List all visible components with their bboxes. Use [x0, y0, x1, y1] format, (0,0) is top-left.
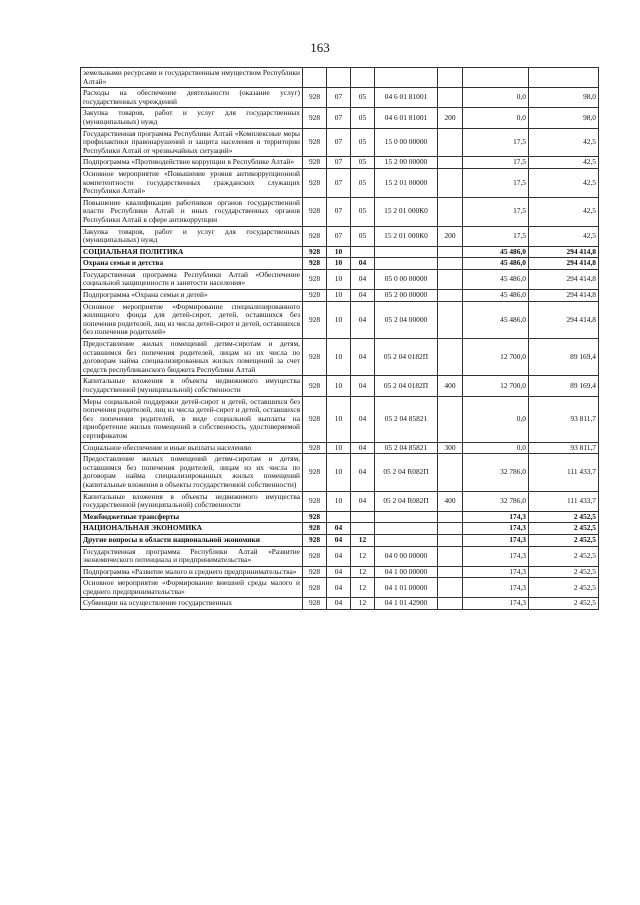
row-section-cell: 10: [327, 246, 351, 258]
row-amount-1-cell: 0,0: [463, 442, 529, 454]
row-target-article-cell: 15 2 01 00000: [375, 168, 438, 197]
row-target-article-cell: [375, 68, 438, 88]
row-expense-type-cell: [438, 157, 463, 169]
row-amount-2-cell: 42,5: [529, 157, 599, 169]
row-name-cell: СОЦИАЛЬНАЯ ПОЛИТИКА: [81, 246, 303, 258]
row-section-cell: 10: [327, 269, 351, 289]
row-name-cell: Субвенции на осуществление государственных: [81, 598, 303, 610]
row-name-cell: Предоставление жилых помещений детям-сиротам и детям, оставшимся без попечения родителей, лицам из их числа по договорам найма специализированных жилых помещений за счет средств республиканского бюджета Республики Алтай: [81, 339, 303, 376]
row-name-cell: Предоставление жилых помещений детям-сиротам и детям, оставшимся без попечения родителей, лицам из их числа по договорам найма специализированных жилых помещений (капитальные вложения в объекты государственной собственности): [81, 454, 303, 491]
row-amount-2-cell: 98,0: [529, 88, 599, 108]
row-section-cell: 10: [327, 301, 351, 338]
row-subsection-cell: 04: [351, 396, 375, 442]
row-amount-2-cell: 42,5: [529, 226, 599, 246]
row-expense-type-cell: [438, 88, 463, 108]
row-name-cell: Капитальные вложения в объекты недвижимого имущества государственной (муниципальной) собственности: [81, 376, 303, 396]
row-subsection-cell: 05: [351, 108, 375, 128]
row-amount-1-cell: 0,0: [463, 108, 529, 128]
row-target-article-cell: [375, 258, 438, 270]
row-name-cell: Капитальные вложения в объекты недвижимого имущества государственной (муниципальной) собственности: [81, 491, 303, 511]
row-subsection-cell: 04: [351, 454, 375, 491]
row-expense-type-cell: [438, 454, 463, 491]
row-section-cell: 10: [327, 396, 351, 442]
row-amount-1-cell: 17,5: [463, 168, 529, 197]
row-section-cell: 10: [327, 339, 351, 376]
row-name-cell: Расходы на обеспечение деятельности (оказание услуг) государственных учреждений: [81, 88, 303, 108]
page-number: 163: [310, 40, 330, 55]
row-subsection-cell: 05: [351, 226, 375, 246]
row-section-cell: 10: [327, 491, 351, 511]
row-amount-1-cell: 12 700,0: [463, 376, 529, 396]
row-amount-2-cell: 89 169,4: [529, 339, 599, 376]
table-row: [81, 376, 599, 396]
row-grbs-cell: 928: [303, 128, 327, 157]
row-expense-type-cell: [438, 301, 463, 338]
row-name-cell: Подпрограмма «Охрана семьи и детей»: [81, 290, 303, 302]
row-expense-type-cell: [438, 523, 463, 535]
row-amount-2-cell: 42,5: [529, 128, 599, 157]
row-expense-type-cell: [438, 128, 463, 157]
row-subsection-cell: 04: [351, 290, 375, 302]
row-amount-2-cell: 89 169,4: [529, 376, 599, 396]
row-section-cell: 04: [327, 546, 351, 566]
row-grbs-cell: 928: [303, 511, 327, 523]
table-row: [81, 566, 599, 578]
row-grbs-cell: [303, 68, 327, 88]
row-target-article-cell: 05 0 00 00000: [375, 269, 438, 289]
row-amount-1-cell: 45 486,0: [463, 301, 529, 338]
table-row: [81, 511, 599, 523]
row-section-cell: 07: [327, 88, 351, 108]
row-target-article-cell: 05 2 00 00000: [375, 290, 438, 302]
row-target-article-cell: 05 2 04 85821: [375, 396, 438, 442]
row-subsection-cell: 04: [351, 442, 375, 454]
row-target-article-cell: 15 2 01 000К0: [375, 197, 438, 226]
row-amount-2-cell: 294 414,8: [529, 301, 599, 338]
row-amount-2-cell: 2 452,5: [529, 566, 599, 578]
row-expense-type-cell: [438, 566, 463, 578]
row-section-cell: 07: [327, 108, 351, 128]
row-amount-1-cell: 0,0: [463, 88, 529, 108]
row-expense-type-cell: [438, 68, 463, 88]
budget-table: [80, 67, 599, 610]
row-grbs-cell: 928: [303, 566, 327, 578]
row-expense-type-cell: [438, 511, 463, 523]
row-subsection-cell: 04: [351, 491, 375, 511]
row-name-cell: Другие вопросы в области национальной экономики: [81, 534, 303, 546]
row-grbs-cell: 928: [303, 546, 327, 566]
row-section-cell: 04: [327, 534, 351, 546]
row-amount-1-cell: 174,3: [463, 511, 529, 523]
table-row: [81, 128, 599, 157]
row-subsection-cell: [351, 523, 375, 535]
row-subsection-cell: [351, 68, 375, 88]
row-section-cell: 04: [327, 566, 351, 578]
row-amount-1-cell: 17,5: [463, 157, 529, 169]
row-section-cell: 07: [327, 157, 351, 169]
table-row: [81, 491, 599, 511]
row-section-cell: 10: [327, 376, 351, 396]
row-name-cell: Государственная программа Республики Алтай «Развитие экономического потенциала и предпринимательства»: [81, 546, 303, 566]
row-subsection-cell: 12: [351, 534, 375, 546]
row-amount-1-cell: 45 486,0: [463, 269, 529, 289]
table-row: [81, 523, 599, 535]
table-row: [81, 454, 599, 491]
row-amount-2-cell: 294 414,8: [529, 269, 599, 289]
row-expense-type-cell: [438, 290, 463, 302]
row-subsection-cell: [351, 246, 375, 258]
row-section-cell: 10: [327, 454, 351, 491]
row-target-article-cell: 05 2 04 0182П: [375, 339, 438, 376]
row-amount-2-cell: 98,0: [529, 108, 599, 128]
row-expense-type-cell: [438, 534, 463, 546]
row-amount-1-cell: 32 786,0: [463, 454, 529, 491]
row-grbs-cell: 928: [303, 578, 327, 598]
row-amount-2-cell: 2 452,5: [529, 534, 599, 546]
row-expense-type-cell: [438, 546, 463, 566]
row-target-article-cell: 05 2 04 85821: [375, 442, 438, 454]
row-grbs-cell: 928: [303, 339, 327, 376]
table-row: [81, 546, 599, 566]
row-target-article-cell: [375, 246, 438, 258]
table-row: [81, 598, 599, 610]
row-amount-2-cell: 294 414,8: [529, 290, 599, 302]
table-row: [81, 246, 599, 258]
row-target-article-cell: 05 2 04 R082П: [375, 454, 438, 491]
row-name-cell: Основное мероприятие «Формирование специализированного жилищного фонда для детей-сирот, детей, оставшихся без попечения родителей, лиц из числа детей-сирот и детей, оставшихся без попечения родителей»: [81, 301, 303, 338]
row-name-cell: Охрана семьи и детства: [81, 258, 303, 270]
row-subsection-cell: 05: [351, 157, 375, 169]
row-target-article-cell: 04 1 00 00000: [375, 566, 438, 578]
row-subsection-cell: 12: [351, 578, 375, 598]
row-name-cell: Закупка товаров, работ и услуг для государственных (муниципальных) нужд: [81, 108, 303, 128]
row-expense-type-cell: [438, 168, 463, 197]
table-row: [81, 301, 599, 338]
row-target-article-cell: 04 1 01 00000: [375, 578, 438, 598]
row-name-cell: Подпрограмма «Развитие малого и среднего предпринимательства»: [81, 566, 303, 578]
row-grbs-cell: 928: [303, 246, 327, 258]
row-amount-1-cell: 174,3: [463, 578, 529, 598]
table-row: [81, 578, 599, 598]
row-amount-1-cell: 174,3: [463, 546, 529, 566]
table-row: [81, 168, 599, 197]
row-expense-type-cell: 200: [438, 226, 463, 246]
row-grbs-cell: 928: [303, 197, 327, 226]
row-expense-type-cell: [438, 598, 463, 610]
row-amount-1-cell: 174,3: [463, 534, 529, 546]
row-amount-1-cell: 45 486,0: [463, 258, 529, 270]
row-amount-1-cell: 12 700,0: [463, 339, 529, 376]
row-grbs-cell: 928: [303, 396, 327, 442]
table-row: [81, 108, 599, 128]
row-subsection-cell: 04: [351, 376, 375, 396]
row-name-cell: земельными ресурсами и государственным имуществом Республики Алтай»: [81, 68, 303, 88]
row-amount-2-cell: 42,5: [529, 197, 599, 226]
table-body: [81, 68, 599, 610]
row-subsection-cell: 05: [351, 197, 375, 226]
row-subsection-cell: 12: [351, 546, 375, 566]
row-subsection-cell: 12: [351, 598, 375, 610]
row-amount-1-cell: 45 486,0: [463, 290, 529, 302]
row-section-cell: [327, 511, 351, 523]
row-section-cell: 10: [327, 258, 351, 270]
row-amount-1-cell: 174,3: [463, 598, 529, 610]
row-name-cell: Закупка товаров, работ и услуг для государственных (муниципальных) нужд: [81, 226, 303, 246]
row-target-article-cell: 04 6 01 81001: [375, 108, 438, 128]
row-amount-1-cell: 0,0: [463, 396, 529, 442]
row-expense-type-cell: 400: [438, 491, 463, 511]
row-expense-type-cell: [438, 258, 463, 270]
table-row: [81, 258, 599, 270]
row-amount-2-cell: 2 452,5: [529, 523, 599, 535]
table-row: [81, 534, 599, 546]
row-amount-1-cell: 17,5: [463, 128, 529, 157]
row-grbs-cell: 928: [303, 523, 327, 535]
table-row: [81, 269, 599, 289]
row-amount-1-cell: 174,3: [463, 566, 529, 578]
row-amount-2-cell: 294 414,8: [529, 258, 599, 270]
row-amount-1-cell: [463, 68, 529, 88]
row-section-cell: 04: [327, 523, 351, 535]
row-target-article-cell: 05 2 04 00000: [375, 301, 438, 338]
row-expense-type-cell: 200: [438, 108, 463, 128]
row-name-cell: Государственная программа Республики Алтай «Обеспечение социальной защищенности и занятости населения»: [81, 269, 303, 289]
row-section-cell: 07: [327, 128, 351, 157]
row-grbs-cell: 928: [303, 598, 327, 610]
row-grbs-cell: 928: [303, 269, 327, 289]
row-subsection-cell: [351, 511, 375, 523]
table-row: [81, 226, 599, 246]
row-target-article-cell: [375, 511, 438, 523]
row-grbs-cell: 928: [303, 454, 327, 491]
row-section-cell: 04: [327, 578, 351, 598]
row-amount-2-cell: 294 414,8: [529, 246, 599, 258]
row-subsection-cell: 05: [351, 88, 375, 108]
row-grbs-cell: 928: [303, 442, 327, 454]
row-target-article-cell: 04 1 01 42900: [375, 598, 438, 610]
row-expense-type-cell: 300: [438, 442, 463, 454]
row-grbs-cell: 928: [303, 376, 327, 396]
row-amount-1-cell: 17,5: [463, 197, 529, 226]
row-section-cell: 07: [327, 168, 351, 197]
row-section-cell: 10: [327, 290, 351, 302]
row-target-article-cell: 15 0 00 00000: [375, 128, 438, 157]
row-grbs-cell: 928: [303, 491, 327, 511]
row-section-cell: 07: [327, 226, 351, 246]
row-section-cell: 10: [327, 442, 351, 454]
row-target-article-cell: 04 6 01 81001: [375, 88, 438, 108]
row-amount-1-cell: 45 486,0: [463, 246, 529, 258]
row-amount-1-cell: 174,3: [463, 523, 529, 535]
row-target-article-cell: 04 0 00 00000: [375, 546, 438, 566]
row-amount-1-cell: 32 786,0: [463, 491, 529, 511]
row-subsection-cell: 04: [351, 269, 375, 289]
row-name-cell: Социальное обеспечение и иные выплаты населению: [81, 442, 303, 454]
row-amount-2-cell: 93 811,7: [529, 442, 599, 454]
table-row: [81, 68, 599, 88]
row-expense-type-cell: 400: [438, 376, 463, 396]
row-amount-2-cell: 2 452,5: [529, 578, 599, 598]
row-grbs-cell: 928: [303, 88, 327, 108]
row-expense-type-cell: [438, 578, 463, 598]
table-row: [81, 197, 599, 226]
table-row: [81, 339, 599, 376]
row-amount-2-cell: 111 433,7: [529, 491, 599, 511]
table-row: [81, 157, 599, 169]
row-name-cell: Повышение квалификации работников органов государственной власти Республики Алтай и иных государственных органов Республики Алтай в сфере антикоррупции: [81, 197, 303, 226]
row-section-cell: 07: [327, 197, 351, 226]
row-amount-2-cell: 2 452,5: [529, 511, 599, 523]
row-amount-2-cell: 93 811,7: [529, 396, 599, 442]
row-name-cell: Государственная программа Республики Алтай «Комплексные меры профилактики правонарушений и защита населения и территории Республики Алтай от чрезвычайных ситуаций»: [81, 128, 303, 157]
row-expense-type-cell: [438, 396, 463, 442]
row-grbs-cell: 928: [303, 534, 327, 546]
row-subsection-cell: 05: [351, 168, 375, 197]
row-grbs-cell: 928: [303, 258, 327, 270]
row-target-article-cell: 15 2 01 000К0: [375, 226, 438, 246]
row-target-article-cell: 15 2 00 00000: [375, 157, 438, 169]
row-grbs-cell: 928: [303, 301, 327, 338]
row-expense-type-cell: [438, 339, 463, 376]
row-name-cell: Межбюджетные трансферты: [81, 511, 303, 523]
row-amount-2-cell: 2 452,5: [529, 546, 599, 566]
row-name-cell: НАЦИОНАЛЬНАЯ ЭКОНОМИКА: [81, 523, 303, 535]
row-amount-2-cell: 111 433,7: [529, 454, 599, 491]
row-name-cell: Основное мероприятие «Повышение уровня антикоррупционной компетентности государственных гражданских служащих Республики Алтай»: [81, 168, 303, 197]
row-grbs-cell: 928: [303, 108, 327, 128]
row-amount-1-cell: 17,5: [463, 226, 529, 246]
row-target-article-cell: [375, 534, 438, 546]
row-target-article-cell: [375, 523, 438, 535]
row-name-cell: Подпрограмма «Противодействие коррупции в Республике Алтай»: [81, 157, 303, 169]
table-row: [81, 396, 599, 442]
table-row: [81, 442, 599, 454]
row-grbs-cell: 928: [303, 168, 327, 197]
row-amount-2-cell: 2 452,5: [529, 598, 599, 610]
row-subsection-cell: 05: [351, 128, 375, 157]
row-expense-type-cell: [438, 246, 463, 258]
row-grbs-cell: 928: [303, 290, 327, 302]
row-name-cell: Меры социальной поддержки детей-сирот и детей, оставшихся без попечения родителей, лиц из числа детей-сирот и детей, оставшихся без попечения родителей, в виде социальной выплаты на приобретение жилых помещений в собственность, удостоверяемой сертификатом: [81, 396, 303, 442]
row-subsection-cell: 04: [351, 258, 375, 270]
table-row: [81, 88, 599, 108]
table-row: [81, 290, 599, 302]
row-target-article-cell: 05 2 04 0182П: [375, 376, 438, 396]
row-grbs-cell: 928: [303, 226, 327, 246]
row-amount-2-cell: 42,5: [529, 168, 599, 197]
row-subsection-cell: 04: [351, 339, 375, 376]
row-amount-2-cell: [529, 68, 599, 88]
row-expense-type-cell: [438, 197, 463, 226]
row-name-cell: Основное мероприятие «Формирование внешней среды малого и среднего предпринимательства»: [81, 578, 303, 598]
row-section-cell: [327, 68, 351, 88]
row-expense-type-cell: [438, 269, 463, 289]
row-subsection-cell: 12: [351, 566, 375, 578]
row-grbs-cell: 928: [303, 157, 327, 169]
row-target-article-cell: 05 2 04 R082П: [375, 491, 438, 511]
row-subsection-cell: 04: [351, 301, 375, 338]
row-section-cell: 04: [327, 598, 351, 610]
